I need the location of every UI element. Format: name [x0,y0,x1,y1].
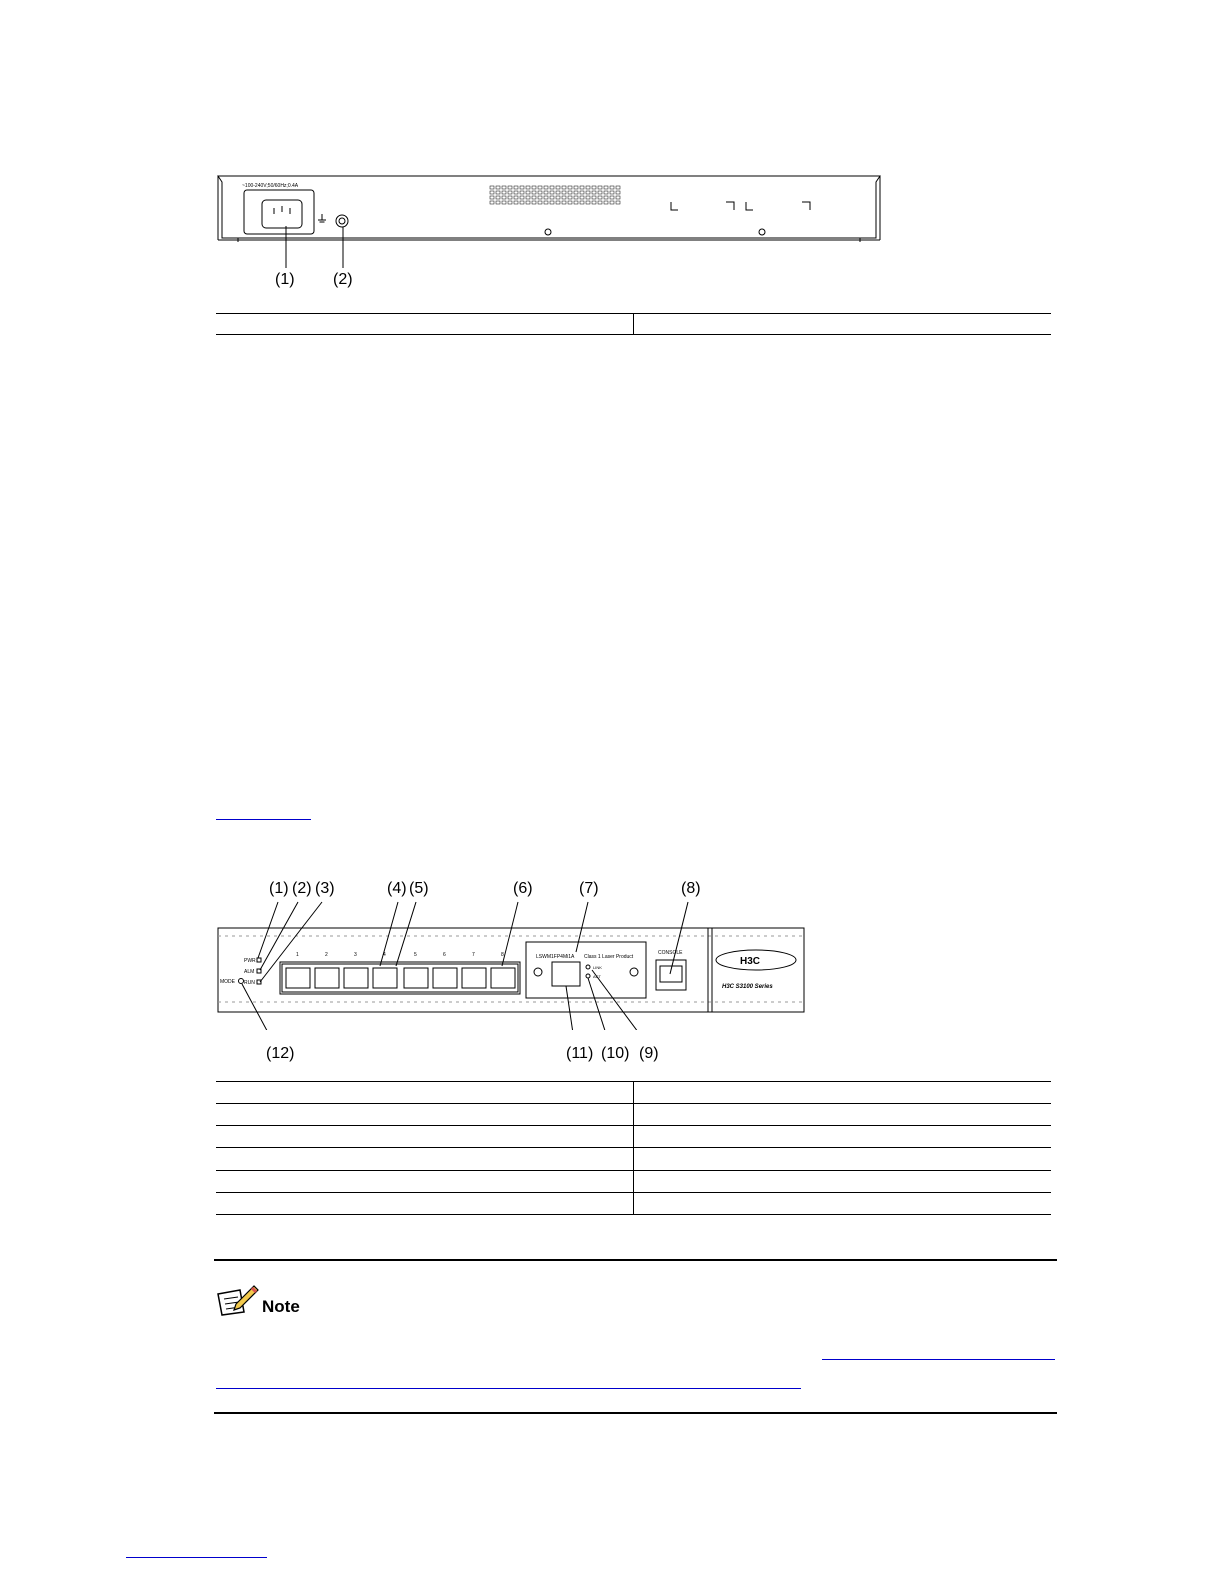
vent-slot [616,186,620,189]
vent-slot [598,196,602,199]
note-title: Note [262,1297,300,1316]
module-screw [534,968,542,976]
ventilation-grid [490,186,620,204]
front-callout-11: (11) [566,1045,594,1062]
ethernet-port [433,968,457,988]
vent-slot [592,201,596,204]
note-bottom-rule [214,1412,1057,1414]
ethernet-port [373,968,397,988]
port-number-label: 7 [472,952,475,958]
mode-label: MODE [220,979,235,985]
vent-slot [580,186,584,189]
port-number-label: 2 [325,952,328,958]
ground-symbol-icon [318,214,326,222]
vent-slot [490,191,494,194]
vent-slot [550,196,554,199]
vent-slot [568,186,572,189]
vent-slot [580,201,584,204]
vent-slot [514,201,518,204]
vent-slot [520,196,524,199]
vent-slot [550,191,554,194]
vent-slot [574,201,578,204]
laser-label: Class 1 Laser Product [584,954,634,960]
vent-slot [544,186,548,189]
vent-slot [490,186,494,189]
vent-slot [610,196,614,199]
front-callout-10: (10) [601,1045,630,1062]
vent-slot [526,196,530,199]
vent-slot [586,186,590,189]
vent-slot [496,196,500,199]
vent-slot [526,191,530,194]
ethernet-port [315,968,339,988]
vent-slot [502,191,506,194]
figure-reference-link[interactable] [216,819,311,820]
note-top-rule [214,1259,1057,1261]
sfp-link-led [586,965,590,969]
front-callout-9: (9) [639,1045,659,1062]
vent-slot [586,201,590,204]
vent-slot [544,196,548,199]
ethernet-port [491,968,515,988]
vent-slot [598,186,602,189]
vent-slot [574,191,578,194]
front-panel-drawing [216,900,816,1030]
vent-slot [610,186,614,189]
vent-slot [580,196,584,199]
vent-slot [490,196,494,199]
vent-slot [574,196,578,199]
vent-slot [598,201,602,204]
vent-slot [556,186,560,189]
sfp-module [526,942,646,998]
sfp-led-label-act: ACT [593,974,601,979]
table-bottom-rule [216,334,1051,335]
vent-slot [592,196,596,199]
power-rating-label: ~100-240V;50/60Hz;0.4A [242,183,299,189]
front-callout-12: (12) [266,1045,295,1062]
vent-slot [586,191,590,194]
vent-slot [562,201,566,204]
vent-slot [508,196,512,199]
vent-slot [610,191,614,194]
vent-slot [514,196,518,199]
table-bottom-rule [216,1214,1051,1215]
vent-slot [610,201,614,204]
vent-slot [568,191,572,194]
front-panel-figure [216,900,816,1030]
table-column-divider [633,313,634,334]
ethernet-port [404,968,428,988]
front-callout-6: (6) [513,880,533,897]
vent-slot [616,196,620,199]
note-pencil-icon [216,1282,260,1316]
vent-slot [538,196,542,199]
vent-slot [526,201,530,204]
vent-slot [508,186,512,189]
vent-slot [508,201,512,204]
front-callout-7: (7) [579,880,599,897]
note-link-1[interactable] [822,1359,1055,1360]
vent-slot [496,191,500,194]
vent-slot [526,186,530,189]
sfp-port [552,962,580,986]
port-number-label: 8 [501,952,504,958]
vent-slot [592,191,596,194]
vent-slot [562,191,566,194]
vent-slot [574,186,578,189]
ethernet-port-block [280,962,520,994]
module-screw [630,968,638,976]
rear-panel-figure [216,170,886,300]
front-callout-3: (3) [315,880,335,897]
vent-slot [562,186,566,189]
vent-slot [550,201,554,204]
vent-slot [556,191,560,194]
module-label: LSWM1FP4Mi1A [536,954,575,960]
model-label: H3C S3100 Series [722,984,773,990]
port-number-label: 4 [383,952,386,958]
vent-slot [538,191,542,194]
vent-slot [538,201,542,204]
led-label-alm: ALM [244,969,255,975]
vent-slot [538,186,542,189]
port-number-label: 5 [414,952,417,958]
vent-slot [502,201,506,204]
sfp-led-label-link: LINK [593,965,602,970]
led-pwr [257,958,261,962]
front-callout-8: (8) [681,880,701,897]
rear-panel-drawing [216,170,886,300]
ethernet-port [462,968,486,988]
sfp-act-led [586,974,590,978]
table-column-divider [633,1081,634,1214]
rear-callout-2: (2) [333,271,353,288]
footer-link[interactable] [126,1557,267,1558]
led-label-pwr: PWR [244,958,256,964]
front-callout-1: (1) [269,880,289,897]
vent-slot [496,201,500,204]
front-callout-4: (4) [387,880,407,897]
vent-slot [550,186,554,189]
vent-slot [532,186,536,189]
mounting-screw [545,229,551,235]
mode-button [239,979,244,984]
vent-slot [496,186,500,189]
vent-slot [532,191,536,194]
port-number-label: 3 [354,952,357,958]
ethernet-port [286,968,310,988]
vent-slot [592,186,596,189]
grounding-screw [336,215,348,227]
port-number-label: 6 [443,952,446,958]
vent-slot [520,191,524,194]
vent-slot [502,196,506,199]
vent-slot [532,196,536,199]
vent-slot [568,201,572,204]
rear-callout-1: (1) [275,271,295,288]
front-callout-2: (2) [292,880,312,897]
vent-slot [532,201,536,204]
vent-slot [616,191,620,194]
led-label-run: RUN [244,980,255,986]
vent-slot [604,201,608,204]
vent-slot [616,201,620,204]
vent-slot [502,186,506,189]
vent-slot [604,191,608,194]
vent-slot [490,201,494,204]
ethernet-port [344,968,368,988]
vent-slot [580,191,584,194]
brand-logo: H3C [740,956,761,967]
vent-slot [562,196,566,199]
vent-slot [586,196,590,199]
vent-slot [508,191,512,194]
vent-slot [568,196,572,199]
vent-slot [514,186,518,189]
vent-slot [604,186,608,189]
front-callout-5: (5) [409,880,429,897]
port-number-label: 1 [296,952,299,958]
vent-slot [544,201,548,204]
console-label: CONSOLE [658,950,683,956]
vent-slot [598,191,602,194]
vent-slot [556,196,560,199]
vent-slot [514,191,518,194]
vent-slot [520,186,524,189]
power-socket-housing [244,190,314,234]
vent-slot [520,201,524,204]
mounting-screw [759,229,765,235]
note-link-2[interactable] [216,1388,801,1389]
power-socket [262,200,302,228]
vent-slot [604,196,608,199]
vent-slot [556,201,560,204]
vent-slot [544,191,548,194]
